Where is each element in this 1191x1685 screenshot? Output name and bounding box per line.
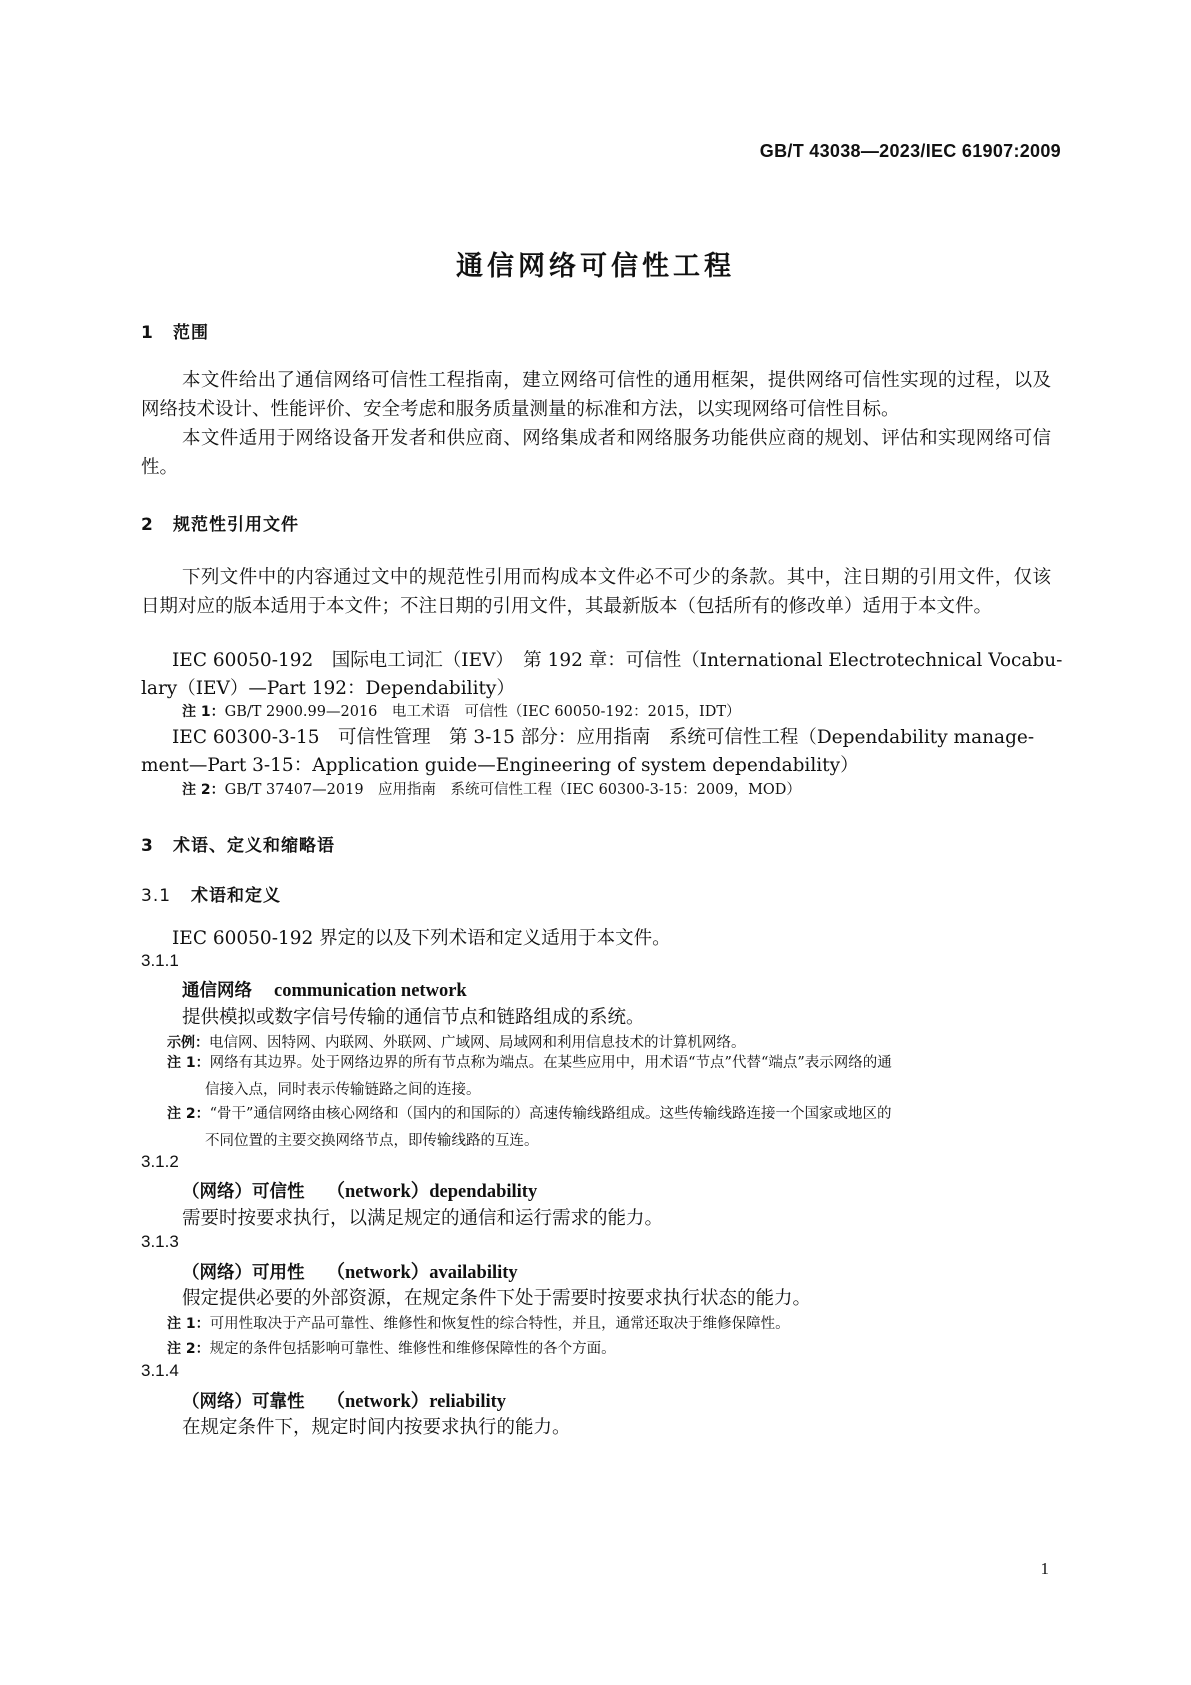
note-text-continued: 信接入点，同时表示传输链路之间的连接。 — [205, 1082, 481, 1098]
term-english: （network）dependability — [326, 1182, 538, 1202]
term-3-1-1-note-1 — [167, 1050, 1035, 1104]
note-text: GB/T 37407—2019 应用指南 系统可信性工程（IEC 60300-3-15：2009，MOD） — [224, 782, 801, 798]
term-english: communication network — [274, 981, 467, 1001]
section-number: 2 — [141, 515, 154, 535]
document-title: 通信网络可信性工程 — [456, 251, 735, 282]
reference-iec-60050-192-line-1: IEC 60050-192 国际电工词汇（IEV） 第 192 章：可信性（International Electrotechnical Vocabu- — [172, 650, 1063, 671]
term-3-1-3-definition: 假定提供必要的外部资源，在规定条件下处于需要时按要求执行状态的能力。 — [182, 1288, 812, 1309]
subsection-number: 3.1 — [141, 886, 172, 906]
term-3-1-1-note-2 — [167, 1101, 1035, 1155]
section-number: 1 — [141, 323, 154, 343]
note-label: 注 2： — [167, 1341, 210, 1357]
note-text: 规定的条件包括影响可靠性、维修性和维修保障性的各个方面。 — [209, 1341, 616, 1357]
paragraph: 下列文件中的内容通过文中的规范性引用而构成本文件必不可少的条款。其中，注日期的引用文件，仅该日期对应的版本适用于本文件；不注日期的引用文件，其最新版本（包括所有的修改单）适用于本文件。 — [141, 567, 1051, 617]
section-1-body — [141, 366, 1051, 482]
term-3-1-1 — [182, 977, 467, 1002]
section-title: 规范性引用文件 — [173, 515, 299, 535]
reference-iec-60300-3-15-line-2: ment—Part 3-15：Application guide—Engineering of system dependability） — [141, 755, 859, 776]
note-text-continued: 不同位置的主要交换网络节点，即传输线路的互连。 — [205, 1133, 539, 1149]
paragraph: 本文件给出了通信网络可信性工程指南，建立网络可信性的通用框架，提供网络可信性实现的过程，以及网络技术设计、性能评价、安全考虑和服务质量测量的标准和方法，以实现网络可信性目标。 — [141, 370, 1051, 420]
term-3-1-2 — [182, 1177, 537, 1203]
note-text: 网络有其边界。处于网络边界的所有节点称为端点。在某些应用中，用术语“节点”代替“端点”表示网络的通 — [209, 1055, 892, 1071]
note-text: 可用性取决于产品可靠性、维修性和恢复性的综合特性，并且，通常还取决于维修保障性。 — [209, 1316, 790, 1332]
term-chinese: （网络）可信性 — [182, 1182, 305, 1202]
section-2-heading — [141, 510, 299, 535]
example-label: 示例： — [167, 1035, 209, 1051]
note-label: 注 1： — [182, 704, 225, 720]
note-label: 注 2： — [182, 782, 225, 798]
term-number-3-1-2: 3.1.2 — [141, 1152, 179, 1171]
note-label: 注 2： — [167, 1106, 210, 1122]
section-2-intro — [141, 563, 1051, 621]
term-3-1-1-definition: 提供模拟或数字信号传输的通信节点和链路组成的系统。 — [182, 1007, 645, 1028]
page-number: 1 — [1040, 1559, 1049, 1578]
term-3-1-4-definition: 在规定条件下，规定时间内按要求执行的能力。 — [182, 1417, 571, 1438]
section-1-heading — [141, 318, 209, 343]
paragraph: 本文件适用于网络设备开发者和供应商、网络集成者和网络服务功能供应商的规划、评估和实现网络可信性。 — [141, 428, 1051, 478]
note-label: 注 1： — [167, 1055, 210, 1071]
note-text: “骨干”通信网络由核心网络和（国内的和国际的）高速传输线路组成。这些传输线路连接一个国家或地区的 — [209, 1106, 892, 1122]
subsection-title: 术语和定义 — [191, 886, 281, 906]
term-number-3-1-4: 3.1.4 — [141, 1361, 179, 1380]
term-chinese: 通信网络 — [182, 981, 252, 1001]
reference-note-1 — [182, 700, 741, 721]
term-3-1-2-definition: 需要时按要求执行，以满足规定的通信和运行需求的能力。 — [182, 1208, 664, 1229]
section-title: 术语、定义和缩略语 — [173, 836, 335, 856]
term-number-3-1-3: 3.1.3 — [141, 1232, 179, 1251]
subsection-3-1-intro: IEC 60050-192 界定的以及下列术语和定义适用于本文件。 — [172, 928, 671, 949]
reference-iec-60300-3-15-line-1: IEC 60300-3-15 可信性管理 第 3-15 部分：应用指南 系统可信性工程（Dependability manage- — [172, 727, 1035, 748]
reference-note-2 — [182, 778, 801, 799]
term-english: （network）reliability — [326, 1392, 507, 1412]
term-chinese: （网络）可用性 — [182, 1263, 305, 1283]
note-text: GB/T 2900.99—2016 电工术语 可信性（IEC 60050-192：2015，IDT） — [224, 704, 741, 720]
term-3-1-3 — [182, 1258, 518, 1284]
example-text: 电信网、因特网、内联网、外联网、广域网、局域网和利用信息技术的计算机网络。 — [209, 1035, 746, 1051]
term-3-1-4 — [182, 1387, 506, 1413]
note-label: 注 1： — [167, 1316, 210, 1332]
subsection-3-1-heading — [141, 881, 281, 906]
reference-iec-60050-192-line-2: lary（IEV）—Part 192：Dependability） — [141, 678, 515, 699]
term-3-1-3-note-1 — [167, 1312, 790, 1333]
term-3-1-1-example — [167, 1031, 746, 1052]
section-3-heading — [141, 831, 335, 856]
standard-code-header: GB/T 43038—2023/IEC 61907:2009 — [759, 141, 1061, 161]
term-chinese: （网络）可靠性 — [182, 1392, 305, 1412]
term-number-3-1-1: 3.1.1 — [141, 951, 179, 970]
term-english: （network）availability — [326, 1263, 518, 1283]
term-3-1-3-note-2 — [167, 1337, 616, 1358]
section-number: 3 — [141, 836, 154, 856]
section-title: 范围 — [173, 323, 209, 343]
